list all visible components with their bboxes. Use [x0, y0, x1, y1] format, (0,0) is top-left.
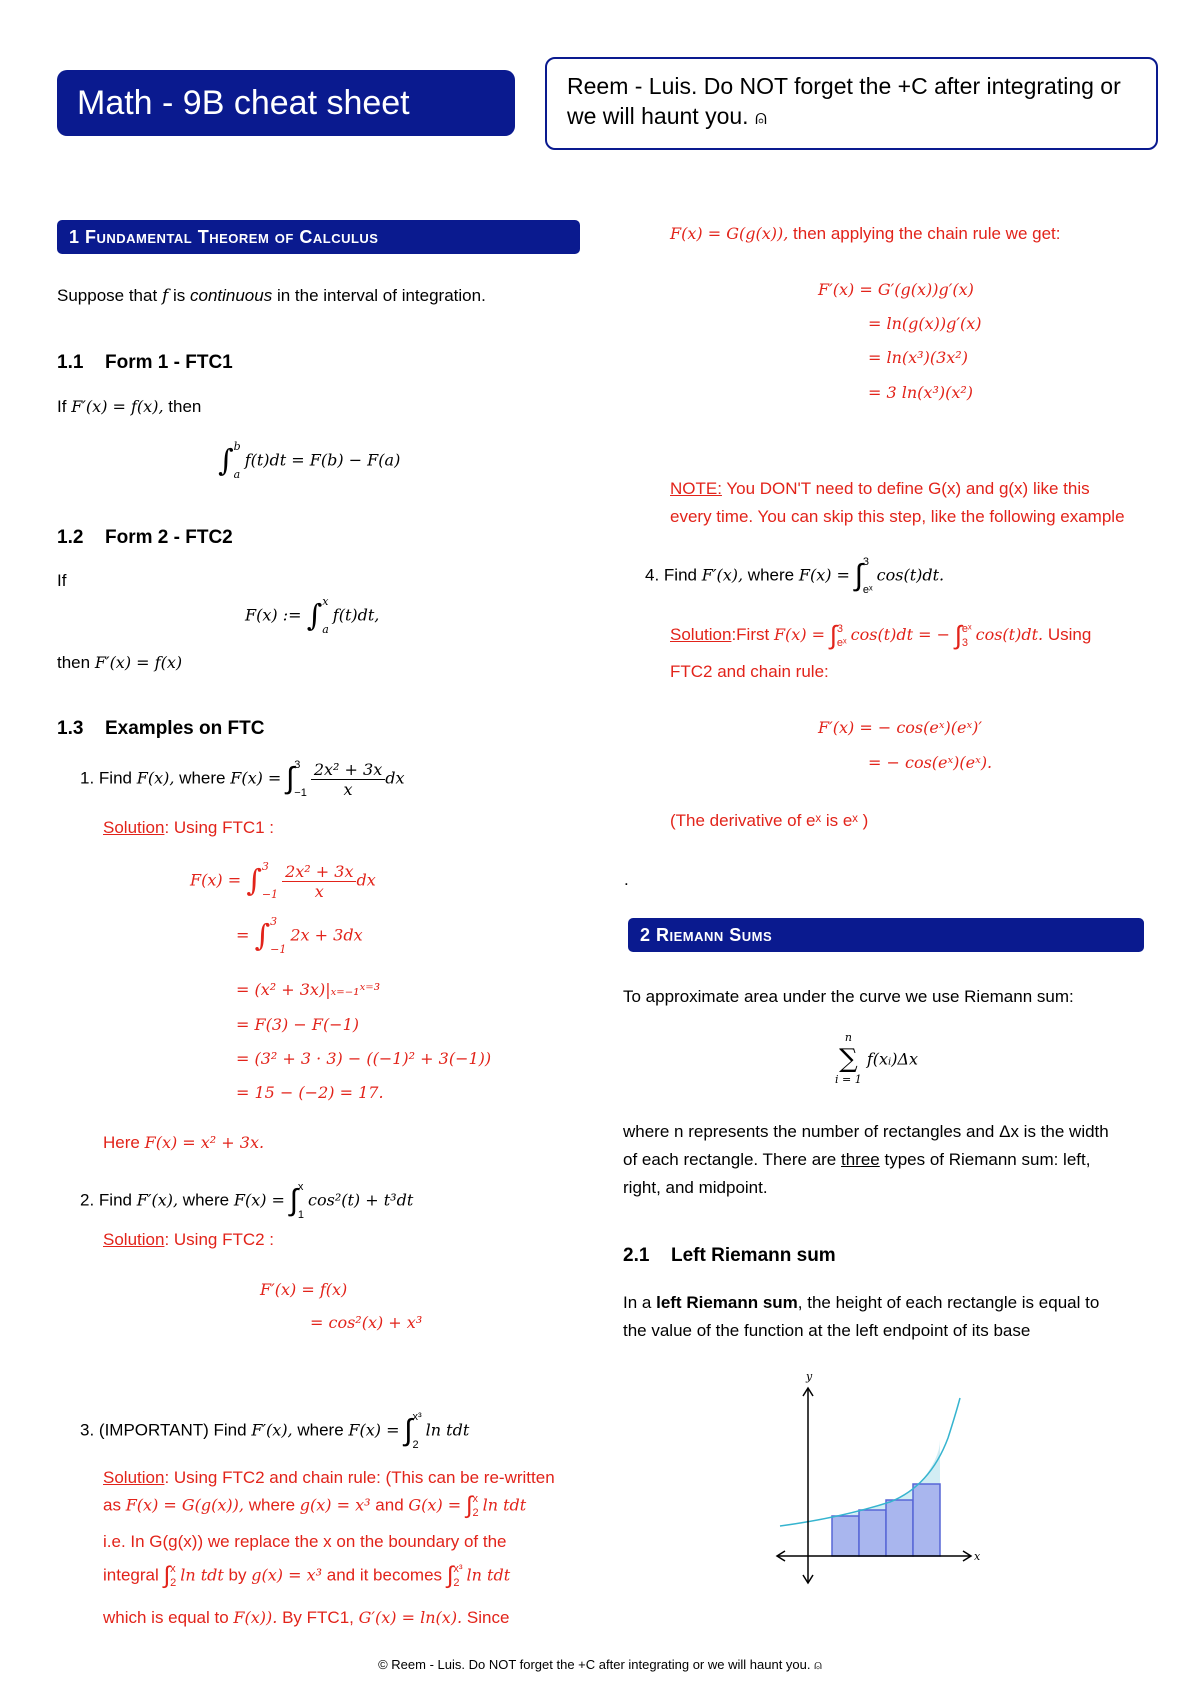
ex3-t5b: F(x)). [233, 1608, 278, 1627]
subsection-1-2 [57, 527, 233, 549]
ex3-note-label: NOTE: [670, 479, 722, 498]
ex3-t5e: Since [466, 1608, 510, 1627]
ex4-body: cos(t)dt. [876, 565, 945, 585]
ex3-t4b: by [228, 1565, 247, 1585]
ex3-t4-body: ln tdt [180, 1565, 224, 1585]
ex4-sol: Solution [670, 624, 732, 644]
ex3-note-2: every time. You can skip this step, like the following example [670, 507, 1125, 526]
ex1-l1-lhs: F(x) = [190, 870, 242, 890]
sub-1-2-num: 1.2 [57, 527, 84, 548]
ex1-dx: dx [385, 768, 405, 788]
ftc2-if: If [57, 571, 67, 590]
sum-bottom: i = 1 [835, 1073, 862, 1086]
ftc2-body: f(t)dt, [332, 605, 380, 625]
ftc1-upper: b [233, 440, 241, 453]
riemann-rectangle [913, 1484, 940, 1556]
ex4-sol-lower: eˣ [836, 636, 847, 649]
ex3-t2c: where [248, 1495, 296, 1515]
ex4-solution-line-1: Solution:First F(x) = ∫3 eˣ cos(t)dt = − ∫eˣ 3 cos(t)dt. Using [670, 620, 1092, 650]
left-d: the value of the function at the left endpoint of its base [623, 1321, 1031, 1340]
ex3-chain-3: = ln(x³)(3x²) [868, 348, 968, 367]
s2-paragraph [623, 1118, 1148, 1202]
ex1-numerator: 2x² + 3x [311, 760, 385, 780]
ex4-note: (The derivative of eˣ is eˣ ) [670, 811, 869, 830]
ex1-q: Find [98, 768, 132, 788]
sub-1-2-title: Form 2 - FTC2 [105, 527, 233, 548]
y-axis-label: y [806, 1370, 813, 1383]
ex3-body: ln tdt [425, 1420, 470, 1440]
ex4-sol-e: Using [1047, 624, 1092, 644]
sub-2-1-title: Left Riemann sum [671, 1245, 836, 1266]
ex3-qf: F′(x), [251, 1420, 293, 1440]
ex4-question: 4. Find F′(x), where F(x) = ∫3 eˣcos(t)dt. [645, 556, 945, 596]
ftc1-lower: a [233, 468, 241, 481]
s2-p3: right, and midpoint. [623, 1178, 768, 1197]
s2-p2a: of each rectangle. There are [623, 1150, 841, 1169]
ex2-lhs: F(x) = [233, 1190, 285, 1210]
ex3-chain-1: F′(x) = G′(g(x))g′(x) [818, 280, 974, 299]
ftc1-cond: F′(x) = f(x), [71, 397, 164, 416]
ex4-where: where [747, 565, 795, 585]
subsection-1-1 [57, 352, 233, 374]
ex4-solution-line-2: FTC2 and chain rule: [670, 662, 829, 681]
riemann-rectangle [832, 1516, 859, 1556]
subsection-2-1 [623, 1245, 836, 1267]
ftc2-lhs: F(x) := [245, 605, 302, 625]
ftc2-result: F′(x) = f(x) [94, 653, 183, 672]
ex4-upper: 3 [862, 556, 870, 568]
ex3-t2-body: ln tdt [482, 1495, 527, 1515]
ex1-here [103, 1133, 264, 1153]
copyright-icon: © [378, 1657, 388, 1672]
ex1-step-6: = 15 − (−2) = 17. [236, 1083, 384, 1102]
ex2-qf: F′(x), [136, 1190, 179, 1210]
ex4-sol-upper: 3 [836, 622, 844, 635]
riemann-rectangle [886, 1500, 913, 1556]
ex3-t2b: F(x) = G(g(x)), [125, 1495, 244, 1515]
ftc1-body: f(t)dt = F(b) − F(a) [244, 450, 401, 470]
ex3-chain-4: = 3 ln(x³)(x²) [868, 383, 974, 402]
ex1-l2-upper: 3 [270, 915, 278, 928]
ex2-where: where [182, 1190, 230, 1210]
ex3-continued [670, 224, 1061, 244]
sub-1-1-title: Form 1 - FTC1 [105, 352, 233, 373]
riemann-sum-formula [835, 1030, 918, 1088]
s1-intro [57, 286, 486, 306]
x-axis-label: x [974, 1550, 980, 1563]
s2-p2c: types of Riemann sum: left, [879, 1150, 1091, 1169]
ghost-icon: ⍝ [814, 1657, 822, 1672]
ftc2-upper: x [322, 595, 329, 608]
ex4-sol-a: :First [731, 624, 770, 644]
ex3-t5d: G′(x) = ln(x). [358, 1608, 463, 1627]
left-riemann-diagram [770, 1368, 980, 1588]
s1-intro-f: f [161, 286, 169, 306]
sub-2-1-num: 2.1 [623, 1245, 650, 1266]
ex1-qf: F(x), [136, 768, 175, 788]
ex2-sol-rest: : Using FTC2 : [164, 1230, 275, 1249]
ex3-t5a: which is equal to [103, 1608, 229, 1627]
ex1-here-b: F(x) = x² + 3x. [144, 1133, 265, 1152]
s2-p1: where n represents the number of rectangles and Δx is the width [623, 1122, 1109, 1141]
ex1-l1-upper: 3 [261, 860, 269, 873]
ex2-upper: x [297, 1181, 304, 1193]
ex2-q: Find [98, 1190, 132, 1210]
ex3-q: (IMPORTANT) Find [98, 1420, 247, 1440]
ex1-upper: 3 [294, 759, 301, 771]
ex3-lower: 2 [412, 1439, 419, 1451]
ex2-step-2: = cos²(x) + x³ [310, 1313, 423, 1332]
ex3-lhs: F(x) = [348, 1420, 400, 1440]
s1-intro-a: Suppose that [57, 286, 158, 305]
ex3-solution-line-3: i.e. In G(g(x)) we replace the x on the boundary of the [103, 1532, 507, 1551]
ex3-chain-2: = ln(g(x))g′(x) [868, 314, 982, 333]
ex3-r1a: F(x) = G(g(x)), [670, 224, 789, 243]
subsection-1-3 [57, 718, 264, 740]
ex1-step-1: F(x) = ∫3 −1 $\frac{\text{2x² + 3x}}{x}$ dx [190, 860, 376, 901]
left-c: , the height of each rectangle is equal to [797, 1293, 1100, 1312]
s1-intro-b: is [172, 286, 186, 305]
ex3-solution-line-1 [103, 1468, 585, 1488]
s2-p2b: three [841, 1150, 880, 1169]
ex4-q: Find [663, 565, 697, 585]
ex1-step-4: = F(3) − F(−1) [236, 1015, 360, 1034]
ex4-sol-c: cos(t)dt = − [850, 624, 951, 644]
left-a: In a [623, 1293, 657, 1312]
s1-intro-d: in the interval of integration. [276, 286, 486, 305]
ex2-sol: Solution [103, 1230, 165, 1249]
ex2-step-1: F′(x) = f(x) [260, 1280, 348, 1299]
ex1-denominator: x [343, 779, 353, 799]
ex2-num: 2. [80, 1190, 95, 1210]
sub-1-1-num: 1.1 [57, 352, 84, 373]
ex1-sol-rest: : Using FTC1 : [164, 818, 275, 837]
riemann-rectangle [859, 1510, 886, 1556]
sub-1-3-num: 1.3 [57, 718, 84, 739]
ex3-solution-line-2: as F(x) = G(g(x)), where g(x) = x³ and G(x) = ∫x 2 ln tdt [103, 1492, 527, 1519]
ftc1-statement [57, 397, 201, 417]
ex4-num: 4. [645, 565, 660, 585]
ex3-r1b: then applying the chain rule we get: [793, 224, 1061, 243]
ex3-t2-lower: 2 [472, 1507, 479, 1519]
ex3-where: where [297, 1420, 344, 1440]
ex1-where: where [179, 768, 226, 788]
ftc2-lower: a [322, 623, 329, 636]
ex3-t4a: integral [103, 1565, 159, 1585]
ex3-t2d: g(x) = x³ [299, 1495, 371, 1515]
ex3-solution-line-5 [103, 1608, 585, 1628]
ex1-l1-dx: dx [356, 870, 376, 890]
ex3-num: 3. [80, 1420, 95, 1440]
sub-1-3-title: Examples on FTC [105, 718, 265, 739]
ex3-t2-upper: x [472, 1493, 478, 1505]
sum-body: f(xᵢ)Δx [866, 1049, 919, 1069]
ghost-icon: ⍝ [754, 107, 767, 129]
ex1-step-2: = ∫3 −12x + 3dx [236, 915, 363, 956]
ex2-body: cos²(t) + t³dt [308, 1190, 414, 1210]
ex1-step-3: = (x² + 3x)|ₓ₌₋₁ˣ⁼³ [236, 980, 381, 999]
ex3-t4-lower: 2 [170, 1577, 177, 1589]
ex1-l1-num: 2x² + 3x [282, 862, 356, 882]
stray-dot: . [624, 870, 629, 889]
ftc1-then: then [168, 397, 202, 416]
s1-intro-c: continuous [189, 286, 273, 305]
ftc2-formula: F(x) := ∫x af(t)dt, [245, 595, 380, 636]
ex1-num: 1. [80, 768, 95, 788]
ex4-sol-b: F(x) = [773, 624, 826, 644]
ex1-sol: Solution [103, 818, 165, 837]
page-title: Math - 9B cheat sheet [57, 70, 515, 136]
s2-intro: To approximate area under the curve we use Riemann sum: [623, 987, 1074, 1006]
ftc2-then-line [57, 653, 182, 673]
ex1-l1-lower: −1 [261, 888, 279, 901]
ex4-lhs: F(x) = [798, 565, 850, 585]
ex3-t4-lower2: 2 [453, 1577, 460, 1589]
ex1-question: 1. Find F(x), where F(x) = ∫3 −1 $\frac{\text{2x² + 3x}}{x}$ dx [80, 759, 405, 799]
ftc2-then: then [57, 653, 91, 672]
ex1-solution-label [103, 818, 274, 838]
ex2-question: 2. Find F′(x), where F(x) = ∫x 1cos²(t) + t³dt [80, 1181, 414, 1221]
ex3-note [670, 475, 1150, 531]
ex1-here-a: Here [103, 1133, 140, 1152]
ex4-step-1: F′(x) = − cos(eˣ)(eˣ)′ [818, 718, 983, 737]
footer [0, 1657, 1200, 1673]
ftc1-formula: ∫b af(t)dt = F(b) − F(a) [218, 440, 401, 481]
ex4-lower: eˣ [862, 584, 873, 596]
ex1-l2-lower: −1 [270, 943, 287, 956]
ex3-t4-upper2: x³ [453, 1563, 463, 1575]
ex3-t4c: g(x) = x³ [251, 1565, 323, 1585]
ex3-t2f: G(x) = [408, 1495, 462, 1515]
ex3-t5c: By FTC1, [282, 1608, 354, 1627]
ex3-sol: Solution [103, 1468, 165, 1487]
ex3-note-1: You DON'T need to define G(x) and g(x) like this [721, 479, 1090, 498]
section-2-heading: 2 Riemann Sums [628, 918, 1144, 952]
section-1-heading: 1 Fundamental Theorem of Calculus [57, 220, 580, 254]
ex1-l2-body: 2x + 3dx [290, 925, 363, 945]
sum-symbol: ∑ [839, 1044, 858, 1074]
ex4-step-2: = − cos(eˣ)(eˣ). [868, 753, 993, 772]
header-note-text: Reem - Luis. Do NOT forget the +C after integrating or we will haunt you. [567, 73, 1121, 129]
ex3-upper: x³ [412, 1411, 422, 1423]
ftc1-if: If [57, 397, 67, 416]
footer-text: Reem - Luis. Do NOT forget the +C after integrating or we will haunt you. [391, 1657, 811, 1672]
ex1-lower: −1 [294, 787, 307, 799]
ex3-question: 3. (IMPORTANT) Find F′(x), where F(x) = ∫x³ 2ln tdt [80, 1411, 470, 1451]
ex4-sol-upper2: eˣ [961, 622, 972, 635]
ex1-l1-den: x [314, 881, 324, 901]
ex3-t4-body2: ln tdt [466, 1565, 511, 1585]
ex1-step-5: = (3² + 3 · 3) − ((−1)² + 3(−1)) [236, 1049, 492, 1068]
ex3-t1: : Using FTC2 and chain rule: (This can be re-written [164, 1468, 555, 1487]
ex3-solution-line-4: integral ∫x 2 ln tdt by g(x) = x³ and it becomes ∫x³ 2 ln tdt [103, 1562, 511, 1589]
ex1-lhs: F(x) = [230, 768, 282, 788]
ex2-solution-label [103, 1230, 274, 1250]
ex4-sol-d: cos(t)dt. [975, 624, 1044, 644]
ex4-qf: F′(x), [701, 565, 744, 585]
left-b: left Riemann sum [656, 1293, 798, 1312]
sum-top: n [844, 1031, 852, 1044]
left-sum-description [623, 1289, 1148, 1345]
header-note [545, 57, 1158, 150]
ex3-t2e: and [375, 1495, 404, 1515]
ex3-t2a: as [103, 1495, 121, 1515]
ex3-t4-upper: x [170, 1563, 176, 1575]
ex2-lower: 1 [297, 1209, 305, 1221]
ex4-sol-lower2: 3 [961, 636, 969, 649]
ex3-t4d: and it becomes [326, 1565, 443, 1585]
